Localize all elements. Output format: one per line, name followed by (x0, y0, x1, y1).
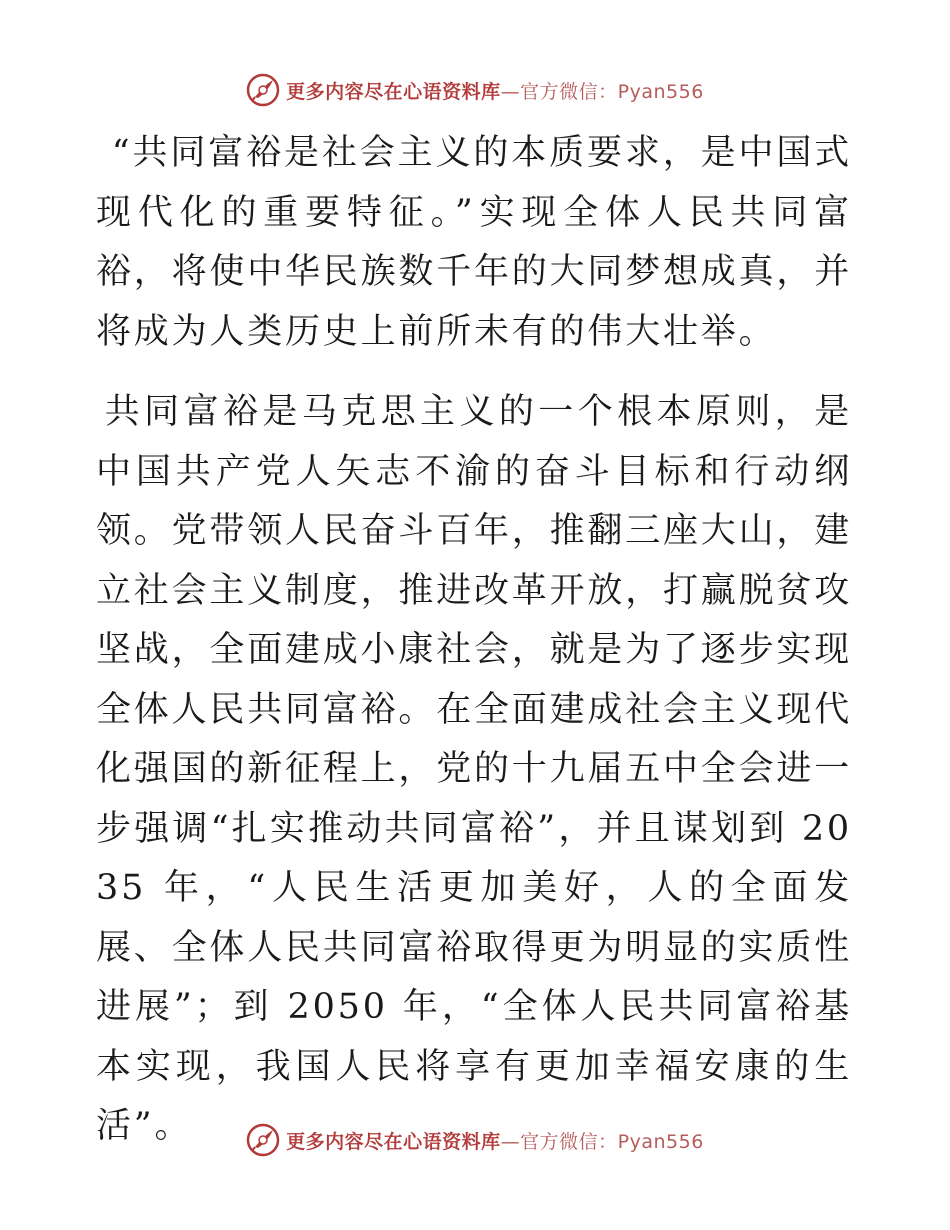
header-text (286, 77, 704, 104)
footer-text (286, 1127, 704, 1154)
header-text-main: 更多内容尽在心语资料库 (286, 80, 501, 103)
footer-text-sep: — (500, 1130, 521, 1153)
header-banner (0, 70, 950, 110)
footer-text-main: 更多内容尽在心语资料库 (286, 1130, 501, 1153)
footer-text-tail: 官方微信：Pyan556 (520, 1130, 704, 1153)
header-text-tail: 官方微信：Pyan556 (520, 80, 704, 103)
header-text-sep: — (500, 80, 521, 103)
document-body (96, 124, 852, 1157)
quill-logo-icon (246, 1123, 280, 1157)
paragraph-2: 共同富裕是马克思主义的一个根本原则，是中国共产党人矢志不渝的奋斗目标和行动纲领。党带领人民奋斗百年，推翻三座大山，建立社会主义制度，推进改革开放，打赢脱贫攻坚战，全面建成小康社会，就是为了逐步实现全体人民共同富裕。在全面建成社会主义现代化强国的新征程上，党的十九届五中全会进一步强调“扎实推动共同富裕”，并且谋划到 2035 年，“人民生活更加美好，人的全面发展、全体人民共同富裕取得更为明显的实质性进展”；到 2050 年，“全体人民共同富裕基本实现，我国人民将享有更加幸福安康的生活”。 (96, 392, 853, 1146)
footer-banner (0, 1120, 950, 1160)
paragraph-1: “共同富裕是社会主义的本质要求，是中国式现代化的重要特征。”实现全体人民共同富裕，将使中华民族数千年的大同梦想成真，并将成为人类历史上前所未有的伟大壮举。 (96, 133, 853, 352)
quill-logo-icon (246, 73, 280, 107)
